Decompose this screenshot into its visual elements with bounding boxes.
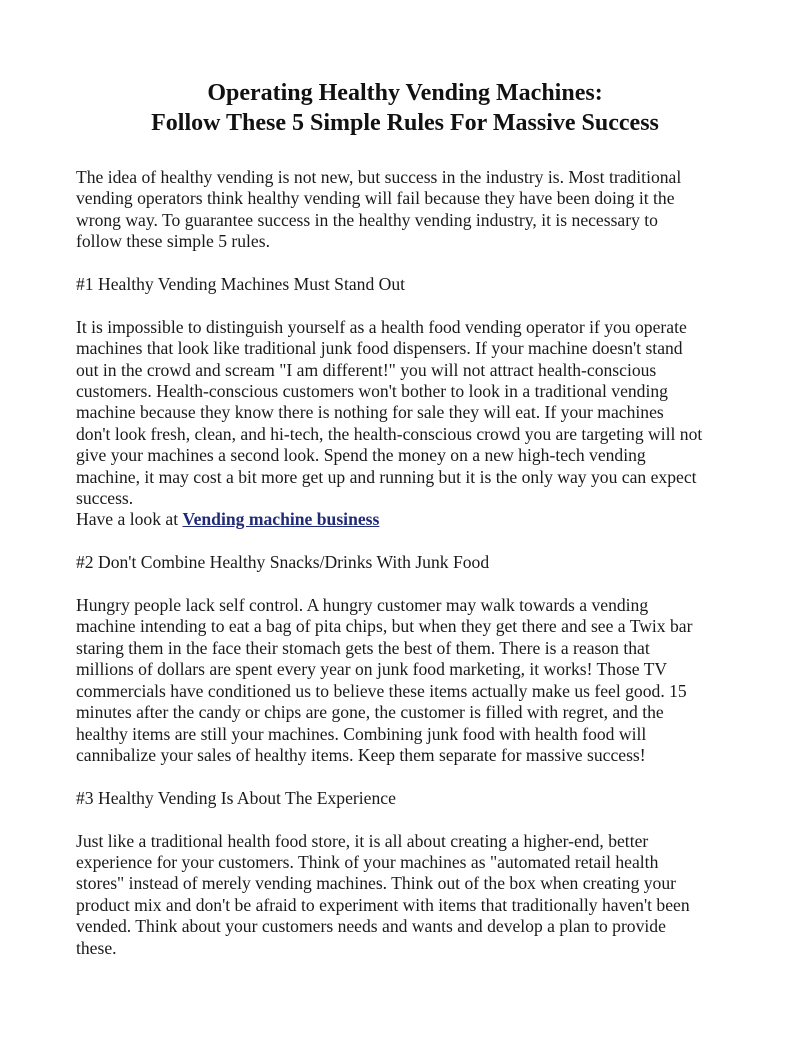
- text-line: product mix and don't be afraid to experiment with items that traditionally haven't been: [76, 894, 690, 915]
- section-2-heading: #2 Don't Combine Healthy Snacks/Drinks With Junk Food: [76, 552, 490, 573]
- text-line: vended. Think about your customers needs and wants and develop a plan to provide: [76, 916, 666, 937]
- text-line: customers. Health-conscious customers won't bother to look in a traditional vending: [76, 381, 668, 402]
- text-line: Just like a traditional health food store, it is all about creating a higher-end, better: [76, 830, 649, 851]
- section-1-heading: #1 Healthy Vending Machines Must Stand Out: [76, 274, 406, 295]
- text-line: Hungry people lack self control. A hungry customer may walk towards a vending: [76, 595, 649, 616]
- text-line: minutes after the candy or chips are gone, the customer is filled with regret, and the: [76, 702, 664, 723]
- text-line: healthy items are still your machines. Combining junk food with health food will: [76, 723, 647, 744]
- text-line: machines that look like traditional junk food dispensers. If your machine doesn't stand: [76, 338, 683, 359]
- text-line: don't look fresh, clean, and hi-tech, the health-conscious crowd you are targeting will not: [76, 423, 703, 444]
- section-1-paragraph: [76, 317, 740, 510]
- section-3-heading: #3 Healthy Vending Is About The Experience: [76, 787, 396, 808]
- text-line: these.: [76, 937, 117, 958]
- text-line: machine, it may cost a bit more get up and running but it is the only way you can expect: [76, 466, 697, 487]
- text-line: experience for your customers. Think of your machines as "automated retail health: [76, 851, 659, 872]
- text-line: The idea of healthy vending is not new, but success in the industry is. Most traditional: [76, 167, 682, 187]
- text-line: staring them in the face their stomach gets the best of them. There is a reason that: [76, 637, 650, 658]
- section-2-paragraph: [76, 595, 740, 766]
- title-line-2: Follow These 5 Simple Rules For Massive Success: [151, 110, 659, 136]
- page-title: [0, 78, 810, 138]
- section-3-paragraph: [76, 831, 740, 959]
- text-line: success.: [76, 488, 134, 509]
- title-line-1: Operating Healthy Vending Machines:: [207, 80, 603, 106]
- text-line: follow these simple 5 rules.: [76, 231, 270, 252]
- text-line: wrong way. To guarantee success in the healthy vending industry, it is necessary to: [76, 209, 658, 230]
- text-line: machine because they know there is nothing for sale they will eat. If your machines: [76, 402, 664, 423]
- text-line: vending operators think healthy vending will fail because they have been doing it the: [76, 188, 675, 209]
- text-line: It is impossible to distinguish yourself as a health food vending operator if you operate: [76, 316, 687, 337]
- text-line: stores" instead of merely vending machines. Think out of the box when creating your: [76, 873, 677, 894]
- text-line: machine intending to eat a bag of pita chips, but when they get there and see a Twix bar: [76, 616, 693, 637]
- link-line: [76, 509, 740, 530]
- text-line: out in the crowd and scream "I am different!" you will not attract health-conscious: [76, 359, 657, 380]
- text-line: millions of dollars are spent every year on junk food marketing, it works! Those TV: [76, 659, 668, 680]
- text-line: cannibalize your sales of healthy items. Keep them separate for massive success!: [76, 744, 646, 765]
- text-line: commercials have conditioned us to believe these items actually make us feel good. 15: [76, 680, 687, 701]
- document-body: [76, 167, 740, 980]
- vending-business-link[interactable]: Vending machine business: [182, 509, 380, 530]
- intro-paragraph: [76, 167, 740, 253]
- text-line: give your machines a second look. Spend the money on a new high-tech vending: [76, 445, 646, 466]
- link-prefix: Have a look at: [76, 509, 183, 530]
